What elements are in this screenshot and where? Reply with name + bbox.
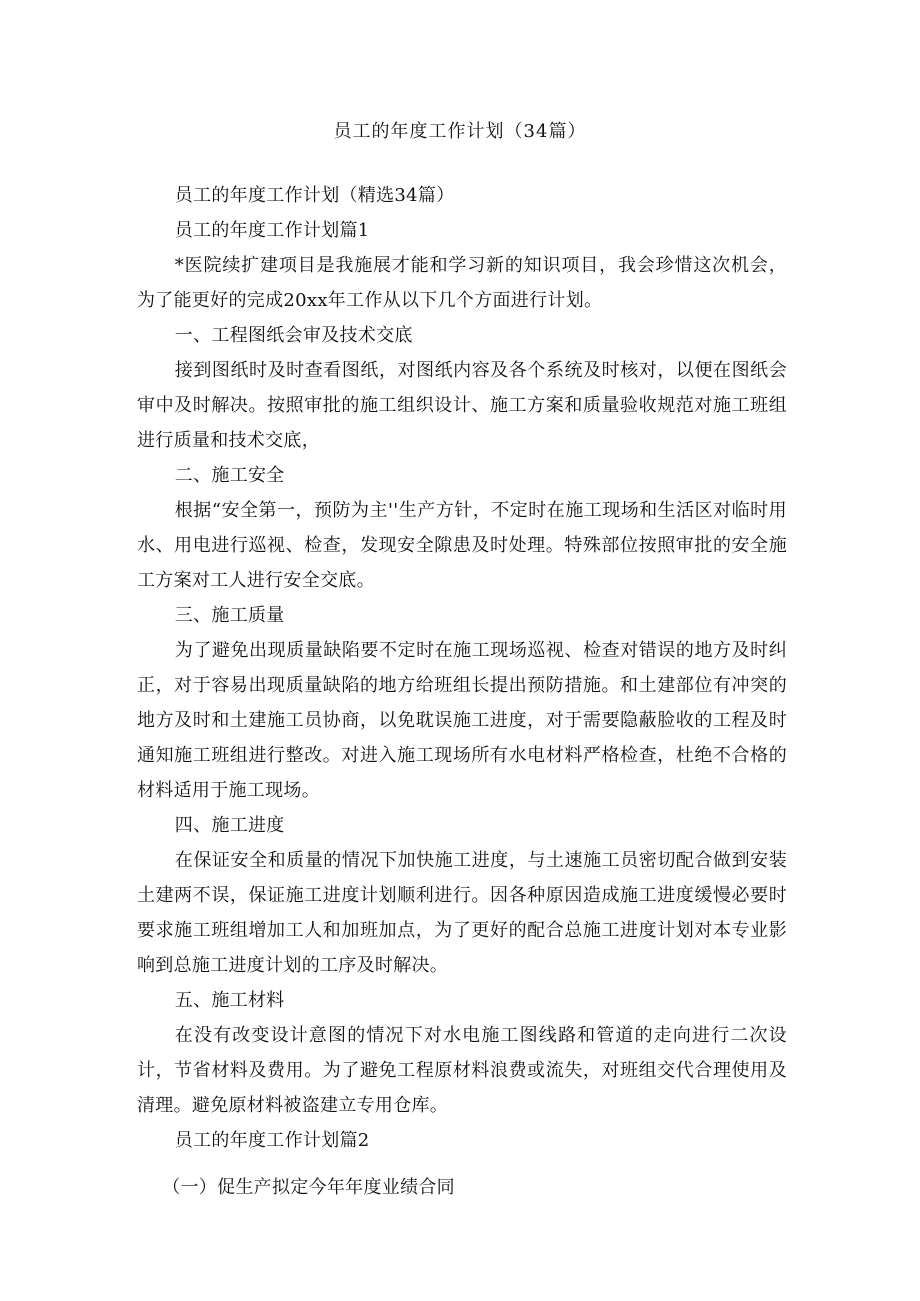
heading-progress: 四、施工进度 <box>174 815 285 836</box>
document-body <box>137 178 787 1205</box>
document-title: 员工的年度工作计划（34篇） <box>333 121 587 142</box>
paragraph-quality: 为了避免出现质量缺陷要不定时在施工现场巡视、检查对错误的地方及时纠正，对于容易出现质量缺陷的地方给班组长提出预防措施。和土建部位有冲突的地方及时和土建施工员协商，以免耽误施工进度，对于需要隐蔽脸收的工程及时通知施工班组进行整改。对进入施工现场所有水电材料严格检查，杜绝不合格的材料适用于施工现场。 <box>137 640 787 801</box>
sub-heading-contract: （一）促生产拟定今年年度业绩合同 <box>162 1177 455 1198</box>
intro-paragraph: *医院续扩建项目是我施展才能和学习新的知识项目，我会珍惜这次机会，为了能更好的完成20xx年工作从以下几个方面进行计划。 <box>137 255 787 311</box>
heading-drawing-review: 一、工程图纸会审及技术交底 <box>174 325 413 346</box>
subtitle: 员工的年度工作计划（精选34篇） <box>174 185 455 206</box>
paragraph-safety: 根据“安全第一，预防为主''生产方针，不定时在施工现场和生活区对临时用水、用电进行巡视、检查，发现安全隙患及时处理。特殊部位按照审批的安全施工方案对工人进行安全交底。 <box>137 500 787 591</box>
heading-materials: 五、施工材料 <box>174 990 285 1011</box>
paragraph-drawing-review: 接到图纸时及时查看图纸，对图纸内容及各个系统及时核对，以便在图纸会审中及时解决。按照审批的施工组织设计、施工方案和质量验收规范对施工班组进行质量和技术交底， <box>137 360 787 451</box>
paragraph-progress: 在保证安全和质量的情况下加快施工进度，与土速施工员密切配合做到安装土建两不误，保证施工进度计划顺利进行。因各种原因造成施工进度缓慢必要时要求施工班组增加工人和加班加点，为了更好的配合总施工进度计划对本专业影响到总施工进度计划的工序及时解决。 <box>137 850 787 976</box>
heading-safety: 二、施工安全 <box>174 465 285 486</box>
heading-quality: 三、施工质量 <box>174 605 285 626</box>
paragraph-materials: 在没有改变设计意图的情况下对水电施工图线路和管道的走向进行二次设计，节省材料及费用。为了避免工程原材料浪费或流失，对班组交代合理使用及清理。避免原材料被盗建立专用仓库。 <box>137 1025 787 1116</box>
section-heading-part2: 员工的年度工作计划篇2 <box>174 1130 370 1151</box>
section-heading-part1: 员工的年度工作计划篇1 <box>174 220 370 241</box>
